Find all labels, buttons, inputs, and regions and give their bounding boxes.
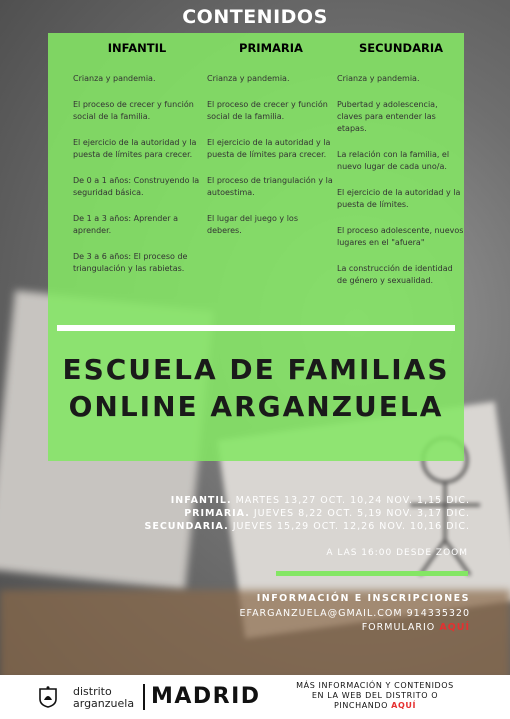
footer [0,675,510,719]
schedule-row-infantil [144,494,470,507]
topic-item: Pubertad y adolescencia, claves para entender las etapas. [337,100,438,133]
time-zoom-note: A LAS 16:00 DESDE ZOOM [326,548,468,558]
main-title [48,351,464,425]
schedule-row-primaria [144,507,470,520]
column-secundaria [337,41,465,301]
topic-item: De 1 a 3 años: Aprender a aprender. [73,214,178,235]
schedule-label: SECUNDARIA. [144,521,229,532]
topic-item: La construcción de identidad de género y sexualidad. [337,264,453,285]
schedule-dates: JUEVES 8,22 OCT. 5,19 NOV. 3,17 DIC. [249,508,470,519]
page-title: CONTENIDOS [182,6,328,28]
form-label: FORMULARIO [361,622,440,633]
topic-item: El proceso de crecer y función social de la familia. [207,100,328,121]
topic-item: El proceso de crecer y función social de la familia. [73,100,194,121]
schedule-dates: MARTES 13,27 OCT. 10,24 NOV. 1,15 DIC. [231,495,470,506]
form-link[interactable]: AQUÍ [439,622,470,633]
column-infantil [73,41,201,289]
district-name [73,686,134,710]
more-info-note [272,681,478,711]
column-heading: INFANTIL [107,41,167,55]
divider [57,325,455,331]
district-line: distrito [73,685,112,698]
main-title-line: ONLINE ARGANZUELA [68,390,444,423]
topic-item: De 0 a 1 años: Construyendo la seguridad básica. [73,176,200,197]
contents-panel [48,33,464,461]
district-line: arganzuela [73,697,135,710]
topic-item: Crianza y pandemia. [207,74,290,83]
schedule-label: PRIMARIA. [184,508,250,519]
more-info-line [272,701,478,711]
more-info-link[interactable]: AQUÍ [391,701,417,710]
topic-item: El ejercicio de la autoridad y la puesta de límites. [337,188,461,209]
topic-item: El lugar del juego y los deberes. [207,214,298,235]
more-info-line: EN LA WEB DEL DISTRITO O [311,691,439,700]
column-heading: SECUNDARIA [358,41,444,55]
column-primaria [207,41,335,251]
city-name: MADRID [151,684,261,709]
topic-item: Crianza y pandemia. [337,74,420,83]
column-heading: PRIMARIA [239,41,303,55]
form-line [362,622,470,633]
schedule [144,494,470,533]
footer-separator [143,684,145,710]
schedule-row-secundaria [144,520,470,533]
schedule-dates: JUEVES 15,29 OCT. 12,26 NOV. 10,16 DIC. [228,521,470,532]
more-info-line: MÁS INFORMACIÓN Y CONTENIDOS [296,681,454,690]
more-info-text: PINCHANDO [333,701,392,710]
schedule-label: INFANTIL. [170,495,232,506]
topic-item: El proceso de triangulación y la autoestima. [207,176,333,197]
accent-underline [276,571,468,576]
topic-item: El proceso adolescente, nuevos lugares en el "afuera" [337,226,464,247]
topic-item: El ejercicio de la autoridad y la puesta de límites para crecer. [207,138,331,159]
topic-item: El ejercicio de la autoridad y la puesta de límites para crecer. [73,138,197,159]
topic-item: De 3 a 6 años: El proceso de triangulación y las rabietas. [73,252,188,273]
info-heading: INFORMACIÓN E INSCRIPCIONES [256,593,470,604]
main-title-line: ESCUELA DE FAMILIAS [62,353,450,386]
contact-info: EFARGANZUELA@GMAIL.COM 914335320 [239,608,470,619]
topic-item: Crianza y pandemia. [73,74,156,83]
topic-item: La relación con la familia, el nuevo lugar de cada uno/a. [337,150,450,171]
madrid-crest-icon [38,686,58,708]
